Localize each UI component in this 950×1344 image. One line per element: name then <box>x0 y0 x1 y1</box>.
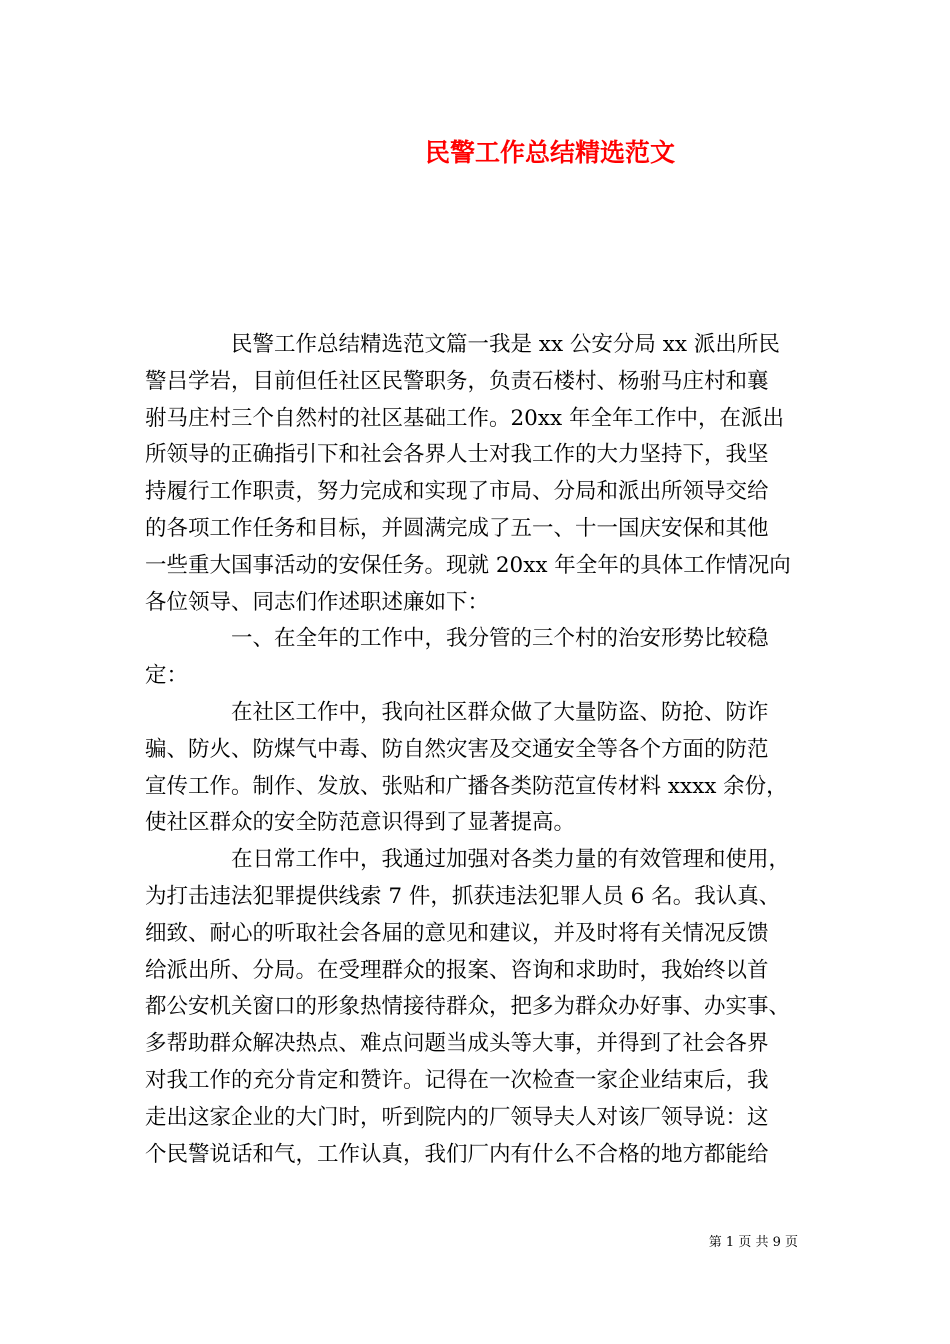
body-line: 细致、耐心的听取社会各届的意见和建议，并及时将有关情况反馈 <box>145 920 769 946</box>
body-line: 为打击违法犯罪提供线索 7 件，抓获违法犯罪人员 6 名。我认真、 <box>145 883 781 909</box>
body-line: 一、在全年的工作中，我分管的三个村的治安形势比较稳 <box>145 626 769 652</box>
body-line: 个民警说话和气，工作认真，我们厂内有什么不合格的地方都能给 <box>145 1141 769 1167</box>
document-body <box>145 327 810 1173</box>
body-line: 所领导的正确指引下和社会各界人士对我工作的大力坚持下，我坚 <box>145 442 769 468</box>
body-line: 都公安机关窗口的形象热情接待群众，把多为群众办好事、办实事、 <box>145 994 791 1020</box>
body-line: 的各项工作任务和目标，并圆满完成了五一、十一国庆安保和其他 <box>145 515 769 541</box>
document-title: 民警工作总结精选范文 <box>424 138 675 167</box>
body-line: 骗、防火、防煤气中毒、防自然灾害及交通安全等各个方面的防范 <box>145 736 769 762</box>
body-line: 多帮助群众解决热点、难点问题当成头等大事，并得到了社会各界 <box>145 1031 769 1057</box>
body-line: 在日常工作中，我通过加强对各类力量的有效管理和使用， <box>145 847 791 873</box>
body-line: 在社区工作中，我向社区群众做了大量防盗、防抢、防诈 <box>145 699 769 725</box>
page-number: 第 1 页 共 9 页 <box>708 1235 798 1250</box>
body-line: 宣传工作。制作、发放、张贴和广播各类防范宣传材料 xxxx 余份， <box>145 773 788 799</box>
body-line: 持履行工作职责，努力完成和实现了市局、分局和派出所领导交给 <box>145 479 769 505</box>
body-line: 各位领导、同志们作述职述廉如下： <box>145 589 490 615</box>
body-line: 对我工作的充分肯定和赞许。记得在一次检查一家企业结束后，我 <box>145 1067 769 1093</box>
body-line: 给派出所、分局。在受理群众的报案、咨询和求助时，我始终以首 <box>145 957 769 983</box>
body-line: 走出这家企业的大门时，听到院内的厂领导夫人对该厂领导说：这 <box>145 1104 769 1130</box>
body-line: 警吕学岩，目前但任社区民警职务，负责石楼村、杨驸马庄村和襄 <box>145 368 769 394</box>
body-line: 一些重大国事活动的安保任务。现就 20xx 年全年的具体工作情况向 <box>145 552 791 578</box>
body-line: 使社区群众的安全防范意识得到了显著提高。 <box>145 810 576 836</box>
body-line: 民警工作总结精选范文篇一我是 xx 公安分局 xx 派出所民 <box>145 332 780 357</box>
body-line: 驸马庄村三个自然村的社区基础工作。20xx 年全年工作中，在派出 <box>145 405 784 431</box>
body-line: 定： <box>145 663 189 689</box>
